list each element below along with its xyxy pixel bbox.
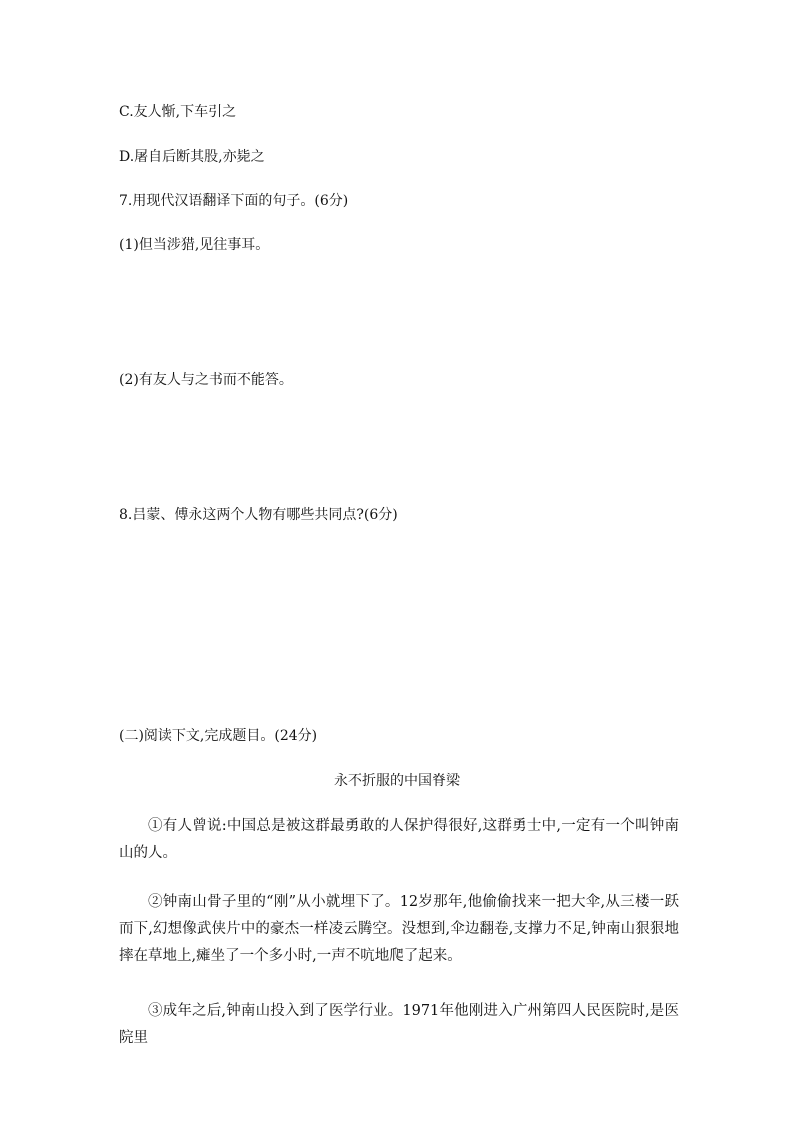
question-7-prompt: 7.用现代汉语翻译下面的句子。(6分) (119, 193, 349, 209)
article-paragraph-1: ①有人曾说:中国总是被这群最勇敢的人保护得很好,这群勇士中,一定有一个叫钟南山的人。 (119, 818, 679, 861)
question-7-sentence-2: (2)有友人与之书而不能答。 (119, 372, 293, 388)
article-title: 永不折服的中国脊梁 (334, 773, 460, 789)
question-8-prompt: 8.吕蒙、傅永这两个人物有哪些共同点?(6分) (119, 507, 398, 523)
article-paragraph-2: ②钟南山骨子里的“刚”从小就埋下了。12岁那年,他偷偷找来一把大伞,从三楼一跃而下,幻想像武侠片中的豪杰一样凌云腾空。没想到,伞边翻卷,支撑力不足,钟南山狠狠地摔在草地上,瘫坐了一个多小时,一声不吭地爬了起来。 (119, 894, 679, 964)
option-c: C.友人惭,下车引之 (119, 104, 237, 120)
question-7-sentence-1: (1)但当涉猎,见往事耳。 (119, 237, 270, 253)
option-d: D.屠自后断其股,亦毙之 (119, 149, 265, 165)
article-paragraph-3: ③成年之后,钟南山投入到了医学行业。1971年他刚进入广州第四人民医院时,是医院里 (119, 1003, 679, 1046)
section-2-heading: (二)阅读下文,完成题目。(24分) (119, 728, 318, 744)
